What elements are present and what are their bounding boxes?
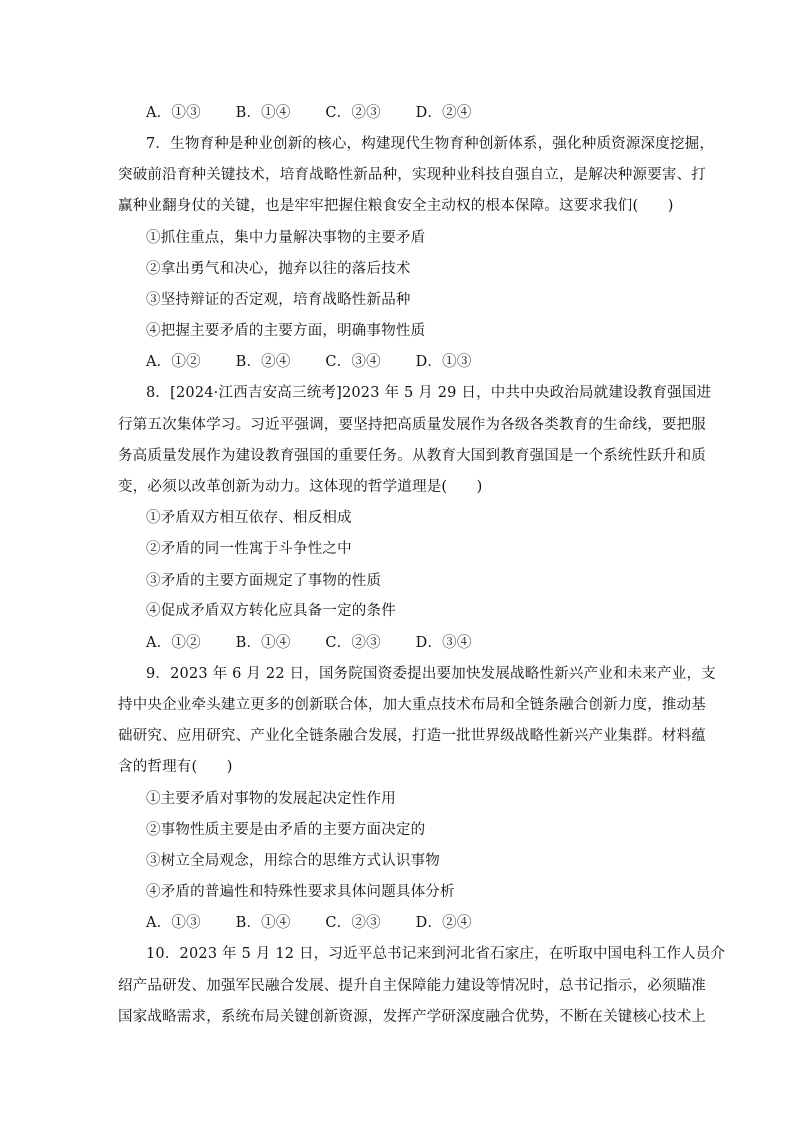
q7-choice-2: ②拿出勇气和决心，抛弃以往的落后技术 xyxy=(146,261,411,277)
q7-stem-line-3: 赢种业翻身仗的关键，也是牢牢把握住粮食安全主动权的根本保障。这要求我们( ) xyxy=(118,198,674,214)
q9-options xyxy=(146,913,502,933)
q7-choice-3: ③坚持辩证的否定观，培育战略性新品种 xyxy=(146,292,411,308)
q9-option-d[interactable]: D．②④ xyxy=(415,915,472,931)
q9-choice-3: ③树立全局观念，用综合的思维方式认识事物 xyxy=(146,853,440,869)
q6-option-a[interactable]: A．①③ xyxy=(146,105,201,121)
q8-options xyxy=(146,633,502,653)
q6-option-b[interactable]: B．①④ xyxy=(235,105,291,121)
q10-stem-line-3: 国家战略需求，系统布局关键创新资源，发挥产学研深度融合优势，不断在关键核心技术上 xyxy=(118,1009,706,1025)
q9-option-a[interactable]: A．①③ xyxy=(146,915,201,931)
q7-option-b[interactable]: B．②④ xyxy=(235,354,291,370)
q8-stem-line-4: 变，必须以改革创新为动力。这体现的哲学道理是( ) xyxy=(118,479,483,495)
q8-option-d[interactable]: D．③④ xyxy=(415,635,472,651)
q9-choice-1: ①主要矛盾对事物的发展起决定性作用 xyxy=(146,791,396,807)
q8-option-a[interactable]: A．①② xyxy=(146,635,201,651)
q9-stem-line-2: 持中央企业牵头建立更多的创新联合体，加大重点技术布局和全链条融合创新力度，推动基 xyxy=(118,697,706,713)
q10-stem-line-2: 绍产品研发、加强军民融合发展、提升自主保障能力建设等情况时，总书记指示，必须瞄准 xyxy=(118,978,706,994)
q7-stem-line-2: 突破前沿育种关键技术，培育战略性新品种，实现种业科技自强自立，是解决种源要害、打 xyxy=(118,167,706,183)
q8-option-c[interactable]: C．②③ xyxy=(325,635,381,651)
q6-option-d[interactable]: D．②④ xyxy=(415,105,472,121)
q8-choice-4: ④促成矛盾双方转化应具备一定的条件 xyxy=(146,603,396,619)
q8-stem-line-2: 行第五次集体学习。习近平强调，要坚持把高质量发展作为各级各类教育的生命线，要把服 xyxy=(118,417,706,433)
q6-options xyxy=(146,103,502,123)
q8-choice-1: ①矛盾双方相互依存、相反相成 xyxy=(146,510,352,526)
q10-stem-line-1: 10．2023 年 5 月 12 日，习近平总书记来到河北省石家庄，在听取中国电科工作人员介 xyxy=(146,946,726,962)
q9-stem-line-1: 9．2023 年 6 月 22 日，国务院国资委提出要加快发展战略性新兴产业和未来产业，支 xyxy=(146,666,716,682)
q8-stem-line-3: 务高质量发展作为建设教育强国的重要任务。从教育大国到教育强国是一个系统性跃升和质 xyxy=(118,448,706,464)
q9-stem-line-3: 础研究、应用研究、产业化全链条融合发展，打造一批世界级战略性新兴产业集群。材料蕴 xyxy=(118,728,706,744)
q9-option-c[interactable]: C．②③ xyxy=(325,915,381,931)
q8-choice-3: ③矛盾的主要方面规定了事物的性质 xyxy=(146,573,382,589)
q6-option-c[interactable]: C．②③ xyxy=(325,105,381,121)
q8-stem-line-1: 8．[2024·江西吉安高三统考]2023 年 5 月 29 日，中共中央政治局就建设教育强国进 xyxy=(146,385,712,401)
q7-option-c[interactable]: C．③④ xyxy=(325,354,381,370)
q9-choice-4: ④矛盾的普遍性和特殊性要求具体问题具体分析 xyxy=(146,884,455,900)
q9-stem-line-4: 含的哲理有( ) xyxy=(118,759,233,775)
q7-stem-line-1: 7．生物育种是种业创新的核心，构建现代生物育种创新体系，强化种质资源深度挖掘， xyxy=(146,136,715,152)
q7-option-a[interactable]: A．①② xyxy=(146,354,201,370)
q8-option-b[interactable]: B．①④ xyxy=(235,635,291,651)
q8-choice-2: ②矛盾的同一性寓于斗争性之中 xyxy=(146,541,352,557)
q9-option-b[interactable]: B．①④ xyxy=(235,915,291,931)
q7-choice-4: ④把握主要矛盾的主要方面，明确事物性质 xyxy=(146,323,426,339)
q7-option-d[interactable]: D．①③ xyxy=(415,354,472,370)
q7-options xyxy=(146,352,502,372)
q9-choice-2: ②事物性质主要是由矛盾的主要方面决定的 xyxy=(146,822,426,838)
q7-choice-1: ①抓住重点，集中力量解决事物的主要矛盾 xyxy=(146,230,426,246)
